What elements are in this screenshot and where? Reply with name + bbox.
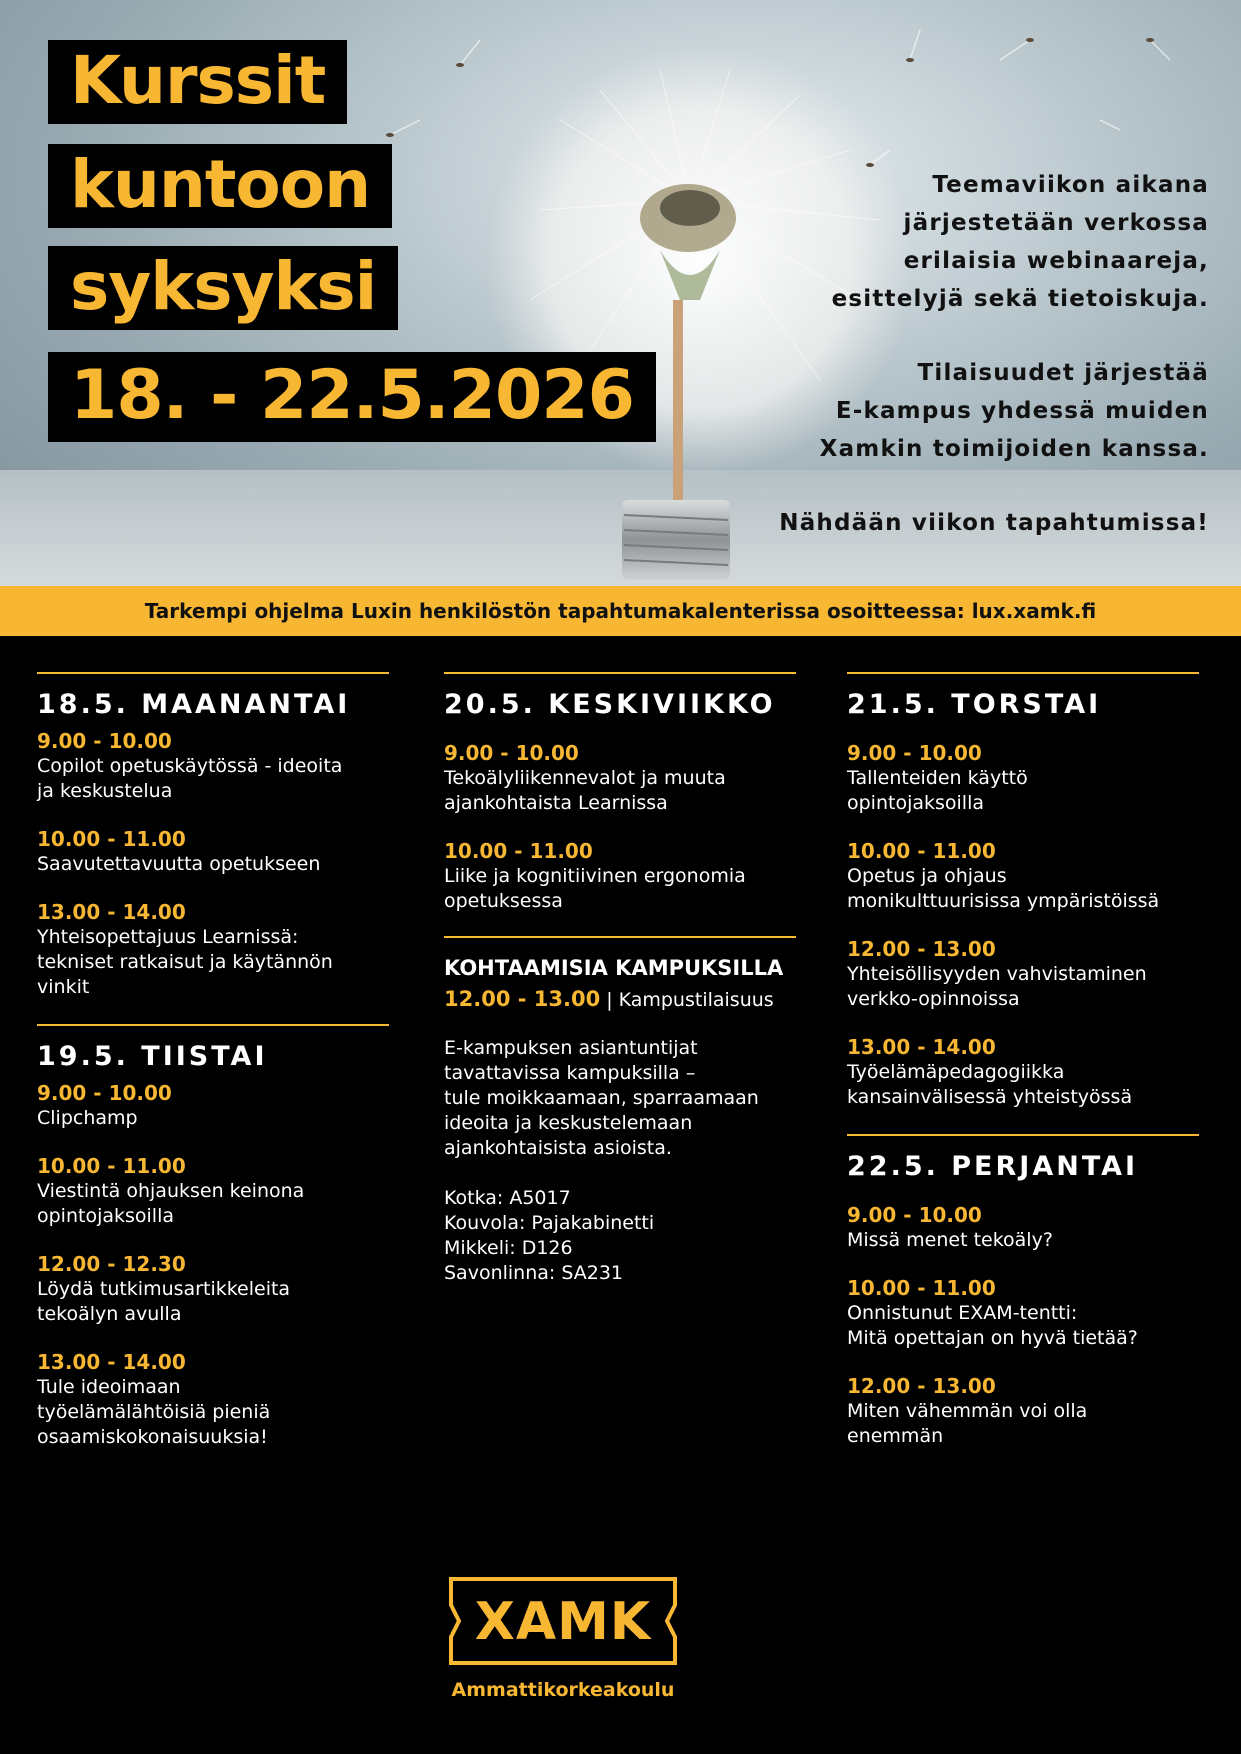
intro-paragraph-2	[709, 354, 1209, 468]
day-heading-tuesday: 19.5. TIISTAI	[37, 1041, 268, 1072]
session-title-line: Saavutettavuutta opetukseen	[37, 853, 321, 875]
intro-line: järjestetään verkossa	[903, 210, 1209, 236]
session-time: 13.00 - 14.00	[847, 1035, 996, 1059]
event-dates: 18. - 22.5.2026	[48, 352, 656, 442]
campus-meetings-heading: KOHTAAMISIA KAMPUKSILLA	[444, 956, 784, 980]
session-time: 10.00 - 11.00	[37, 1154, 186, 1178]
session-title	[847, 1399, 1199, 1449]
session	[847, 1373, 1199, 1449]
session	[444, 740, 796, 816]
session	[37, 728, 389, 804]
session	[37, 826, 389, 877]
session-title-line: Opetus ja ohjaus	[847, 865, 1007, 887]
logo-subtitle: Ammattikorkeakoulu	[451, 1679, 675, 1701]
session-title-line: enemmän	[847, 1425, 944, 1447]
session-title-line: Onnistunut EXAM-tentti:	[847, 1302, 1078, 1324]
session-time: 13.00 - 14.00	[37, 1350, 186, 1374]
session-title	[847, 1228, 1199, 1253]
logo-wordmark: XAMK	[474, 1592, 652, 1652]
campus-meetings-description	[444, 1036, 796, 1161]
campus-meetings-time	[444, 986, 796, 1014]
session-title-line: Yhteisöllisyyden vahvistaminen	[847, 963, 1147, 985]
title-line-2: kuntoon	[48, 144, 392, 228]
session-title	[37, 1106, 389, 1131]
session-title-line: Missä menet tekoäly?	[847, 1229, 1053, 1251]
title-line-1: Kurssit	[48, 40, 347, 124]
session-title-line: Liike ja kognitiivinen ergonomia	[444, 865, 746, 887]
session-title-line: Tule ideoimaan	[37, 1376, 181, 1398]
schedule-column-1	[37, 672, 389, 1472]
session	[847, 1034, 1199, 1110]
session-title-line: työelämälähtöisiä pieniä	[37, 1401, 271, 1423]
intro-line: Xamkin toimijoiden kanssa.	[819, 436, 1209, 462]
description-line: tavattavissa kampuksilla –	[444, 1062, 696, 1084]
session-title	[847, 962, 1199, 1012]
location-item: Savonlinna: SA231	[444, 1262, 624, 1284]
session-title-line: Mitä opettajan on hyvä tietää?	[847, 1327, 1138, 1349]
session-time: 9.00 - 10.00	[444, 741, 579, 765]
event-type: Kampustilaisuus	[618, 989, 774, 1011]
intro-line: Tilaisuudet järjestää	[917, 360, 1209, 386]
session-title-line: opintojaksoilla	[37, 1205, 175, 1227]
session-title	[847, 1301, 1199, 1351]
session-time: 10.00 - 11.00	[847, 839, 996, 863]
session-title-line: Työelämäpedagogiikka	[847, 1061, 1065, 1083]
intro-paragraph-3: Nähdään viikon tapahtumissa!	[779, 510, 1209, 536]
divider	[847, 672, 1199, 674]
divider	[847, 1134, 1199, 1136]
location-item: Kouvola: Pajakabinetti	[444, 1212, 655, 1234]
xamk-logo	[447, 1575, 679, 1701]
session	[37, 1080, 389, 1131]
session	[37, 899, 389, 1000]
session	[847, 936, 1199, 1012]
session-time: 10.00 - 11.00	[444, 839, 593, 863]
location-item: Mikkeli: D126	[444, 1237, 573, 1259]
campus-locations	[444, 1186, 796, 1286]
session	[37, 1349, 389, 1450]
session-time: 9.00 - 10.00	[37, 729, 172, 753]
session-title-line: opintojaksoilla	[847, 792, 985, 814]
divider	[37, 1024, 389, 1026]
description-line: ajankohtaisista asioista.	[444, 1137, 672, 1159]
intro-line: E-kampus yhdessä muiden	[835, 398, 1209, 424]
session-time: 12.00 - 13.00	[444, 987, 601, 1011]
session-title-line: Löydä tutkimusartikkeleita	[37, 1278, 291, 1300]
hero-section	[0, 0, 1241, 586]
session-title-line: vinkit	[37, 976, 90, 998]
session-title-line: Tekoälyliikennevalot ja muuta	[444, 767, 726, 789]
day-heading-monday: 18.5. MAANANTAI	[37, 689, 351, 720]
session	[847, 740, 1199, 816]
session-title-line: osaamiskokonaisuuksia!	[37, 1426, 268, 1448]
session-title-line: Viestintä ohjauksen keinona	[37, 1180, 305, 1202]
session-title	[444, 864, 796, 914]
session-title	[847, 864, 1199, 914]
session-title	[37, 1179, 389, 1229]
description-line: ideoita ja keskustelemaan	[444, 1112, 693, 1134]
session-title	[37, 1375, 389, 1450]
schedule-column-2	[444, 672, 796, 1286]
session-title-line: ja keskustelua	[37, 780, 173, 802]
session-title-line: monikulttuurisissa ympäristöissä	[847, 890, 1160, 912]
description-line: E-kampuksen asiantuntijat	[444, 1037, 698, 1059]
session	[847, 838, 1199, 914]
session-time: 10.00 - 11.00	[847, 1276, 996, 1300]
day-heading-wednesday: 20.5. KESKIVIIKKO	[444, 689, 776, 720]
session-title-line: ajankohtaista Learnissa	[444, 792, 668, 814]
session-title-line: Clipchamp	[37, 1107, 138, 1129]
session-time: 12.00 - 13.00	[847, 1374, 996, 1398]
session-title-line: Yhteisopettajuus Learnissä:	[37, 926, 299, 948]
session	[847, 1275, 1199, 1351]
day-heading-friday: 22.5. PERJANTAI	[847, 1151, 1139, 1182]
session-title-line: tekoälyn avulla	[37, 1303, 182, 1325]
schedule-column-3	[847, 672, 1199, 1471]
session-title-line: tekniset ratkaisut ja käytännön	[37, 951, 333, 973]
session-time: 9.00 - 10.00	[37, 1081, 172, 1105]
session	[37, 1251, 389, 1327]
intro-line: Teemaviikon aikana	[932, 172, 1209, 198]
session-title	[847, 1060, 1199, 1110]
title-line-3: syksyksi	[48, 246, 398, 330]
session-title	[37, 925, 389, 1000]
separator: |	[606, 989, 613, 1011]
intro-line: esittelyjä sekä tietoiskuja.	[831, 286, 1209, 312]
intro-line: erilaisia webinaareja,	[903, 248, 1209, 274]
session-time: 9.00 - 10.00	[847, 741, 982, 765]
session	[444, 838, 796, 914]
session-title-line: kansainvälisessä yhteistyössä	[847, 1086, 1133, 1108]
session-title-line: Tallenteiden käyttö	[847, 767, 1028, 789]
session-time: 10.00 - 11.00	[37, 827, 186, 851]
day-heading-thursday: 21.5. TORSTAI	[847, 689, 1102, 720]
session-time: 12.00 - 12.30	[37, 1252, 186, 1276]
session-title	[37, 754, 389, 804]
session-title-line: opetuksessa	[444, 890, 563, 912]
session-title	[37, 1277, 389, 1327]
intro-paragraph-1	[709, 166, 1209, 318]
program-link-banner: Tarkempi ohjelma Luxin henkilöstön tapahtumakalenterissa osoitteessa: lux.xamk.fi	[0, 586, 1241, 636]
session-title-line: Copilot opetuskäytössä - ideoita	[37, 755, 343, 777]
session-time: 9.00 - 10.00	[847, 1203, 982, 1227]
session-title	[847, 766, 1199, 816]
session-title-line: verkko-opinnoissa	[847, 988, 1020, 1010]
session-title-line: Miten vähemmän voi olla	[847, 1400, 1088, 1422]
session-title	[444, 766, 796, 816]
session	[37, 1153, 389, 1229]
location-item: Kotka: A5017	[444, 1187, 571, 1209]
xamk-logo-icon	[447, 1575, 679, 1667]
divider	[444, 936, 796, 938]
intro-text	[709, 166, 1209, 578]
session-title	[37, 852, 389, 877]
divider	[37, 672, 389, 674]
description-line: tule moikkaamaan, sparraamaan	[444, 1087, 759, 1109]
session-time: 13.00 - 14.00	[37, 900, 186, 924]
session	[847, 1202, 1199, 1253]
divider	[444, 672, 796, 674]
session-time: 12.00 - 13.00	[847, 937, 996, 961]
